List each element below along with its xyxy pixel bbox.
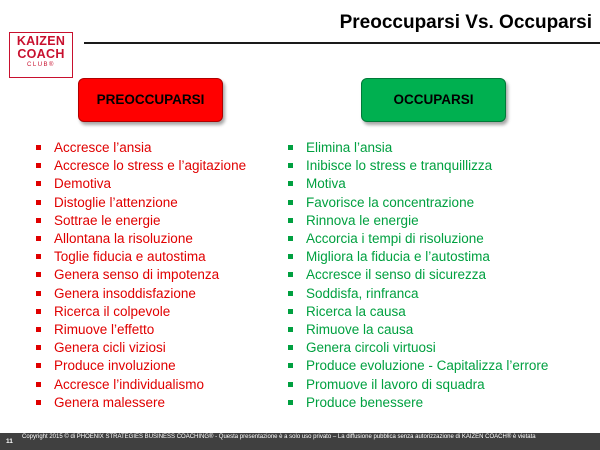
copyright-notice: Copyright 2015 © di PHOENIX STRATEGIES BUSINESS COACHING® - Questa presentazione è a solo uso privato – La diffusione pubblica senza autorizzazione di KAIZEN COACH® è vietata <box>22 434 536 440</box>
list-item <box>36 230 246 248</box>
kaizen-coach-club-logo <box>9 32 73 78</box>
square-bullet-icon <box>288 272 293 277</box>
square-bullet-icon <box>288 254 293 259</box>
square-bullet-icon <box>36 345 41 350</box>
footer-bar <box>0 433 600 450</box>
list-item <box>288 376 548 394</box>
logo-line-3: CLUB® <box>27 62 55 68</box>
list-item <box>288 357 548 375</box>
list-item-text: Genera circoli virtuosi <box>306 340 436 356</box>
list-item-text: Accresce lo stress e l’agitazione <box>54 158 247 174</box>
list-item <box>288 248 548 266</box>
list-item-text: Toglie fiducia e autostima <box>54 249 206 265</box>
list-item-text: Genera insoddisfazione <box>54 285 196 301</box>
occuparsi-list <box>288 139 548 412</box>
preoccuparsi-header-box: PREOCCUPARSI <box>78 78 223 122</box>
list-item <box>36 248 246 266</box>
logo-line-1: KAIZEN <box>16 34 66 48</box>
square-bullet-icon <box>36 309 41 314</box>
list-item <box>36 321 246 339</box>
list-item <box>36 194 246 212</box>
square-bullet-icon <box>288 145 293 150</box>
list-item <box>36 285 246 303</box>
list-item <box>36 157 246 175</box>
list-item <box>36 394 246 412</box>
list-item <box>288 285 548 303</box>
list-item-text: Elimina l’ansia <box>306 140 393 155</box>
square-bullet-icon <box>36 145 41 150</box>
list-item-text: Favorisce la concentrazione <box>306 194 475 210</box>
square-bullet-icon <box>36 363 41 368</box>
list-item <box>288 339 548 357</box>
list-item-text: Allontana la risoluzione <box>54 231 193 247</box>
list-item <box>288 212 548 230</box>
list-item <box>288 303 548 321</box>
list-item-text: Genera cicli viziosi <box>54 340 166 356</box>
list-item <box>36 266 246 284</box>
square-bullet-icon <box>288 309 293 314</box>
square-bullet-icon <box>288 291 293 296</box>
list-item-text: Genera malessere <box>54 394 166 410</box>
square-bullet-icon <box>36 236 41 241</box>
occuparsi-header-box: OCCUPARSI <box>361 78 506 122</box>
list-item <box>36 139 246 157</box>
list-item-text: Rinnova le energie <box>306 212 419 228</box>
list-item <box>36 357 246 375</box>
list-item-text: Ricerca la causa <box>306 303 406 319</box>
list-item-text: Accresce l’individualismo <box>54 376 205 392</box>
square-bullet-icon <box>36 272 41 277</box>
square-bullet-icon <box>36 291 41 296</box>
list-item <box>288 321 548 339</box>
square-bullet-icon <box>36 382 41 387</box>
list-item-text: Ricerca il colpevole <box>54 303 171 319</box>
list-item-text: Demotiva <box>54 176 112 192</box>
list-item <box>288 266 548 284</box>
page-number: 11 <box>6 438 13 445</box>
square-bullet-icon <box>288 181 293 186</box>
square-bullet-icon <box>288 363 293 368</box>
list-item <box>36 376 246 394</box>
list-item-text: Rimuove l’effetto <box>54 322 155 338</box>
logo-line-2: COACH <box>17 47 65 61</box>
list-item-text: Produce evoluzione - Capitalizza l’errore <box>306 358 549 374</box>
list-item <box>36 212 246 230</box>
square-bullet-icon <box>288 200 293 205</box>
list-item-text: Accresce il senso di sicurezza <box>306 267 487 283</box>
list-item <box>288 230 548 248</box>
list-item-text: Produce involuzione <box>54 358 176 374</box>
list-item-text: Migliora la fiducia e l’autostima <box>306 249 490 265</box>
list-item-text: Accresce l’ansia <box>54 140 152 155</box>
square-bullet-icon <box>36 218 41 223</box>
slide-title: Preoccuparsi Vs. Occuparsi <box>339 12 592 33</box>
list-item <box>288 175 548 193</box>
square-bullet-icon <box>288 163 293 168</box>
square-bullet-icon <box>36 181 41 186</box>
list-item-text: Soddisfa, rinfranca <box>306 285 419 301</box>
list-item-text: Rimuove la causa <box>306 322 414 338</box>
list-item <box>288 394 548 412</box>
list-item <box>36 175 246 193</box>
list-item <box>36 303 246 321</box>
square-bullet-icon <box>36 400 41 405</box>
list-item-text: Sottrae le energie <box>54 212 161 228</box>
list-item <box>288 194 548 212</box>
square-bullet-icon <box>288 400 293 405</box>
square-bullet-icon <box>36 327 41 332</box>
square-bullet-icon <box>36 163 41 168</box>
list-item-text: Motiva <box>306 176 346 192</box>
list-item <box>36 339 246 357</box>
list-item-text: Inibisce lo stress e tranquillizza <box>306 158 493 174</box>
preoccuparsi-list <box>36 139 246 412</box>
list-item-text: Distoglie l’attenzione <box>54 194 178 210</box>
list-item <box>288 157 548 175</box>
square-bullet-icon <box>288 218 293 223</box>
square-bullet-icon <box>288 382 293 387</box>
square-bullet-icon <box>288 345 293 350</box>
list-item <box>288 139 548 157</box>
square-bullet-icon <box>288 327 293 332</box>
list-item-text: Promuove il lavoro di squadra <box>306 376 485 392</box>
list-item-text: Produce benessere <box>306 394 424 410</box>
list-item-text: Genera senso di impotenza <box>54 267 220 283</box>
square-bullet-icon <box>36 200 41 205</box>
list-item-text: Accorcia i tempi di risoluzione <box>306 231 484 247</box>
title-divider <box>84 42 600 44</box>
square-bullet-icon <box>288 236 293 241</box>
square-bullet-icon <box>36 254 41 259</box>
